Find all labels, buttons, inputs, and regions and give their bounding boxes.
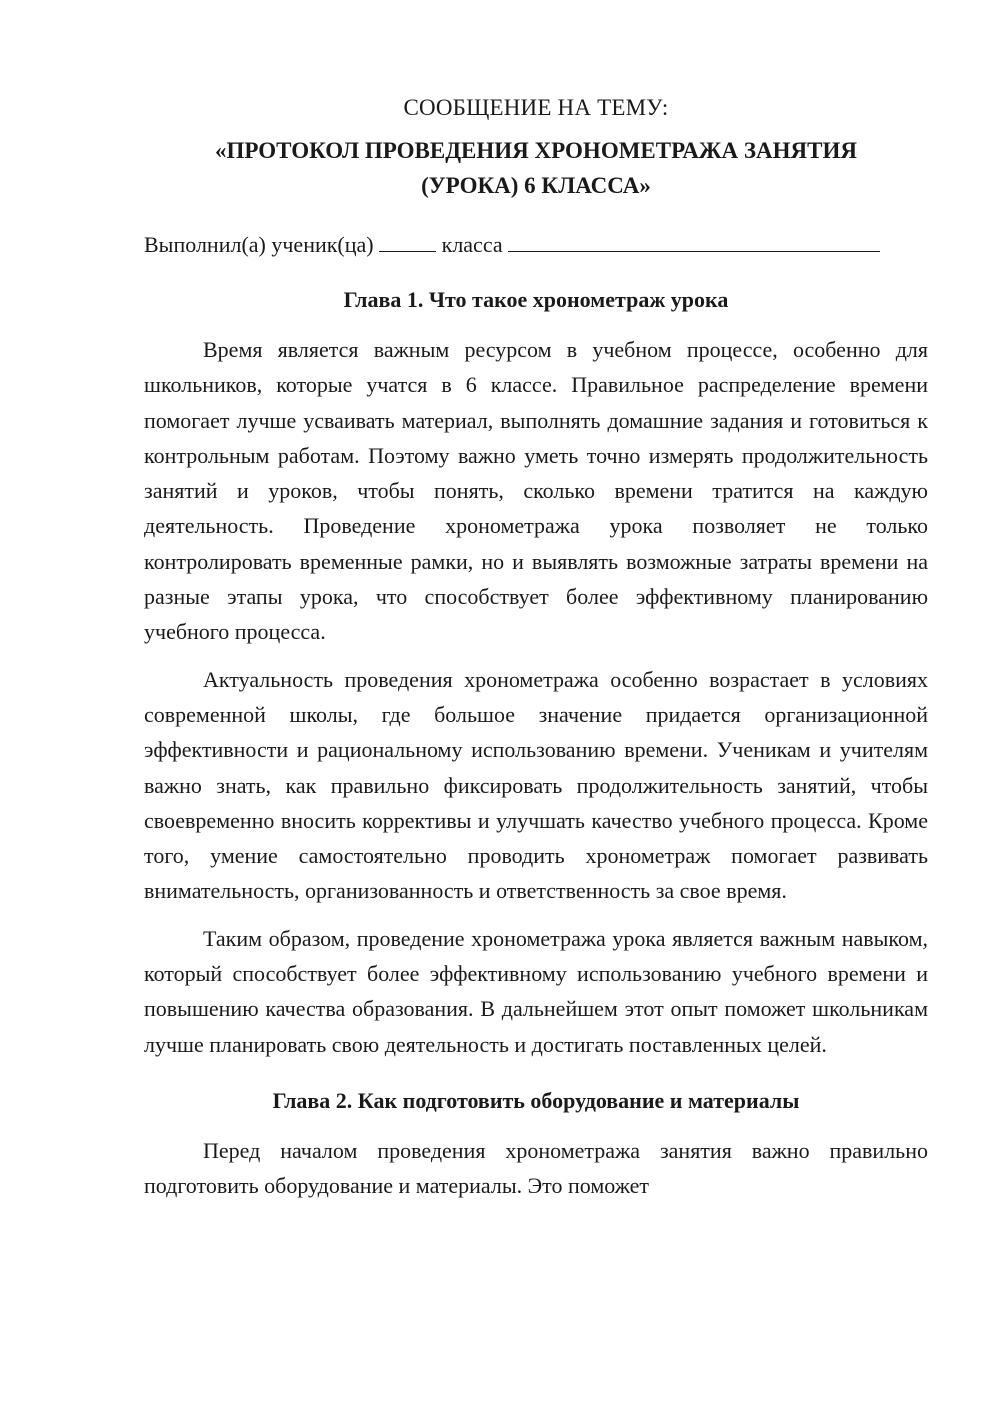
author-line (144, 230, 928, 260)
chapter-1-paragraph-2: Актуальность проведения хронометража особенно возрастает в условиях современной школы, где большое значение придается организационной эффективности и рациональному использованию времени. Ученикам и учителям важно знать, как правильно фиксировать продолжительность занятий, чтобы своевременно вносить коррективы и улучшать качество учебного процесса. Кроме того, умение самостоятельно проводить хронометраж помогает развивать внимательность, организованность и ответственность за свое время. (144, 666, 928, 904)
chapter-2-paragraph-1: Перед началом проведения хронометража занятия важно правильно подготовить оборудование и материалы. Это поможет (144, 1137, 928, 1199)
chapter-1-paragraph-3: Таким образом, проведение хронометража урока является важным навыком, который способствует более эффективному использованию учебного времени и повышению качества образования. В дальнейшем этот опыт поможет школьникам лучше планировать свою деятельность и достигать поставленных целей. (144, 925, 928, 1057)
document-title-line-2: (УРОКА) 6 КЛАССА» (421, 173, 651, 198)
class-number-blank (379, 231, 436, 252)
document-page (144, 90, 928, 1204)
document-title-line-1: «ПРОТОКОЛ ПРОВЕДЕНИЯ ХРОНОМЕТРАЖА ЗАНЯТИЯ (214, 138, 858, 163)
class-label: класса (441, 232, 503, 257)
student-name-blank (508, 231, 880, 252)
chapter-1-title: Глава 1. Что такое хронометраж урока (343, 287, 729, 312)
chapter-2-title: Глава 2. Как подготовить оборудование и материалы (272, 1087, 800, 1113)
author-label: Выполнил(а) ученик(ца) (144, 232, 374, 257)
chapter-1-paragraph-1: Время является важным ресурсом в учебном процессе, особенно для школьников, которые учатся в 6 классе. Правильное распределение времени помогает лучше усваивать материал, выполнять домашние задания и готовиться к контрольным работам. Поэтому важно уметь точно измерять продолжительность занятий и уроков, чтобы понять, сколько времени тратится на каждую деятельность. Проведение хронометража урока позволяет не только контролировать временные рамки, но и выявлять возможные затраты времени на разные этапы урока, что способствует более эффективному планированию учебного процесса. (144, 337, 928, 645)
document-heading: СООБЩЕНИЕ НА ТЕМУ: (403, 95, 669, 120)
